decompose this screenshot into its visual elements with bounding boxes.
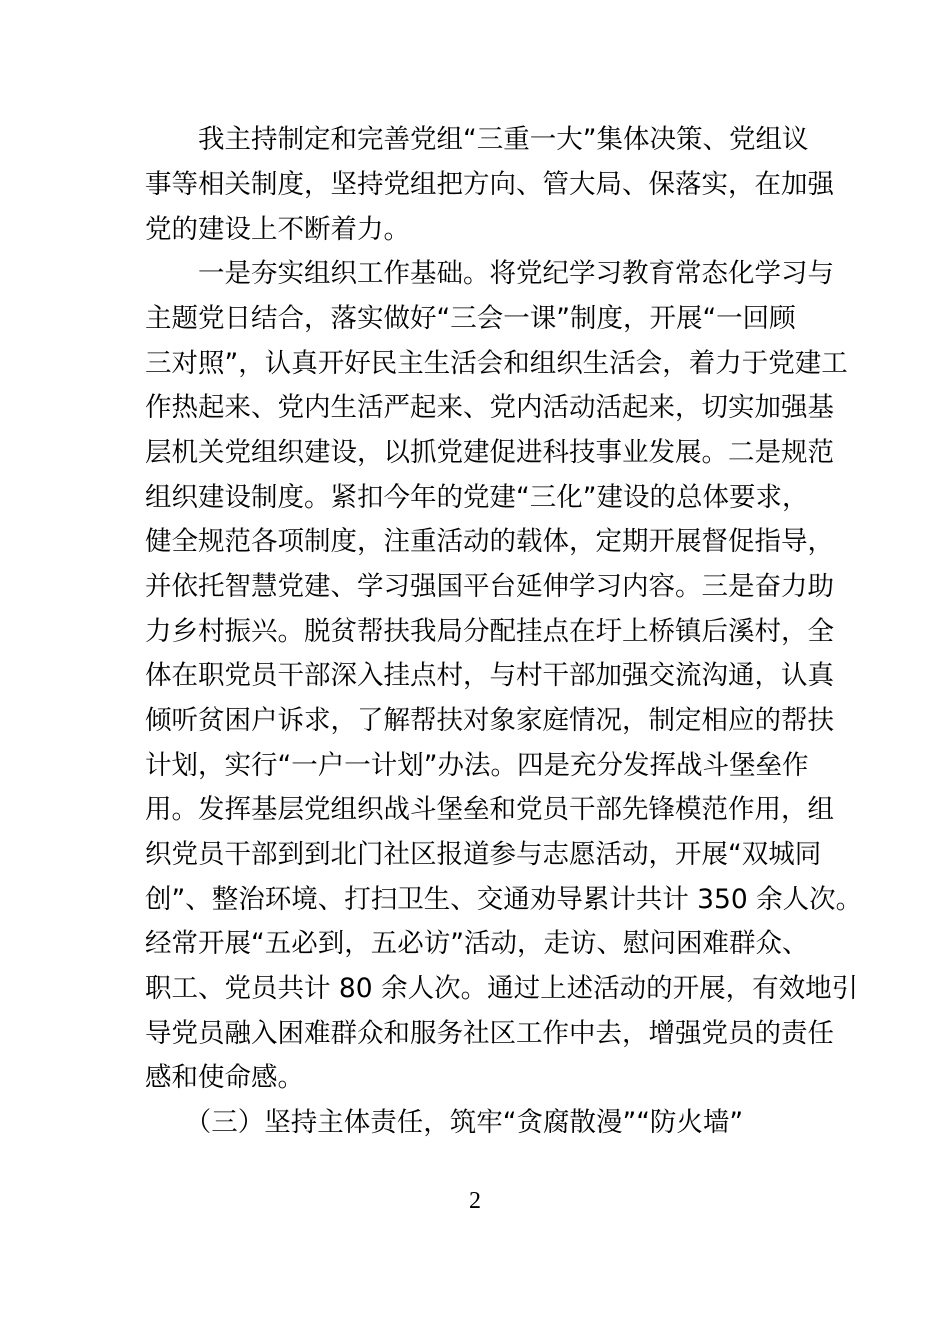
body-text-line: 用。发挥基层党组织战斗堡垒和党员干部先锋模范作用，组 (145, 794, 834, 825)
body-text-line: 主题党日结合，落实做好“三会一课”制度，开展“一回顾 (145, 303, 796, 334)
body-text-line: 三对照”，认真开好民主生活会和组织生活会，着力于党建工 (145, 348, 848, 379)
body-text-line: 并依托智慧党建、学习强国平台延伸学习内容。三是奋力助 (145, 571, 834, 602)
body-text-line: 创”、整治环境、打扫卫生、交通劝导累计共计 350 余人次。 (145, 884, 863, 915)
body-text-line: 层机关党组织建设，以抓党建促进科技事业发展。二是规范 (145, 437, 834, 468)
body-text-line: 计划，实行“一户一计划”办法。四是充分发挥战斗堡垒作 (145, 750, 809, 781)
section-heading-line: （三）坚持主体责任，筑牢“贪腐散漫”“防火墙” (145, 1107, 744, 1138)
page-number: 2 (469, 1188, 481, 1214)
body-text-line: 健全规范各项制度，注重活动的载体，定期开展督促指导， (145, 526, 834, 557)
body-text-line: 组织建设制度。紧扣今年的党建“三化”建设的总体要求， (145, 482, 809, 513)
body-text-line: 体在职党员干部深入挂点村，与村干部加强交流沟通，认真 (145, 660, 834, 691)
body-text-line: 感和使命感。 (145, 1062, 304, 1093)
body-text-line: 织党员干部到到北门社区报道参与志愿活动，开展“双城同 (145, 839, 822, 870)
body-text-line: 党的建设上不断着力。 (145, 214, 410, 245)
body-text-line: 经常开展“五必到，五必访”活动，走访、慰问困难群众、 (145, 928, 809, 959)
body-text-line: 倾听贫困户诉求，了解帮扶对象家庭情况，制定相应的帮扶 (145, 705, 834, 736)
body-text-line: 一是夯实组织工作基础。将党纪学习教育常态化学习与 (145, 258, 834, 289)
body-text-line: 事等相关制度，坚持党组把方向、管大局、保落实，在加强 (145, 169, 834, 200)
body-text-line: 力乡村振兴。脱贫帮扶我局分配挂点在圩上桥镇后溪村，全 (145, 616, 834, 647)
body-text-line: 作热起来、党内生活严起来、党内活动活起来，切实加强基 (145, 392, 834, 423)
body-text-line: 我主持制定和完善党组“三重一大”集体决策、党组议 (145, 124, 809, 155)
body-text-line: 职工、党员共计 80 余人次。通过上述活动的开展，有效地引 (145, 973, 859, 1004)
body-text-line: 导党员融入困难群众和服务社区工作中去，增强党员的责任 (145, 1018, 834, 1049)
